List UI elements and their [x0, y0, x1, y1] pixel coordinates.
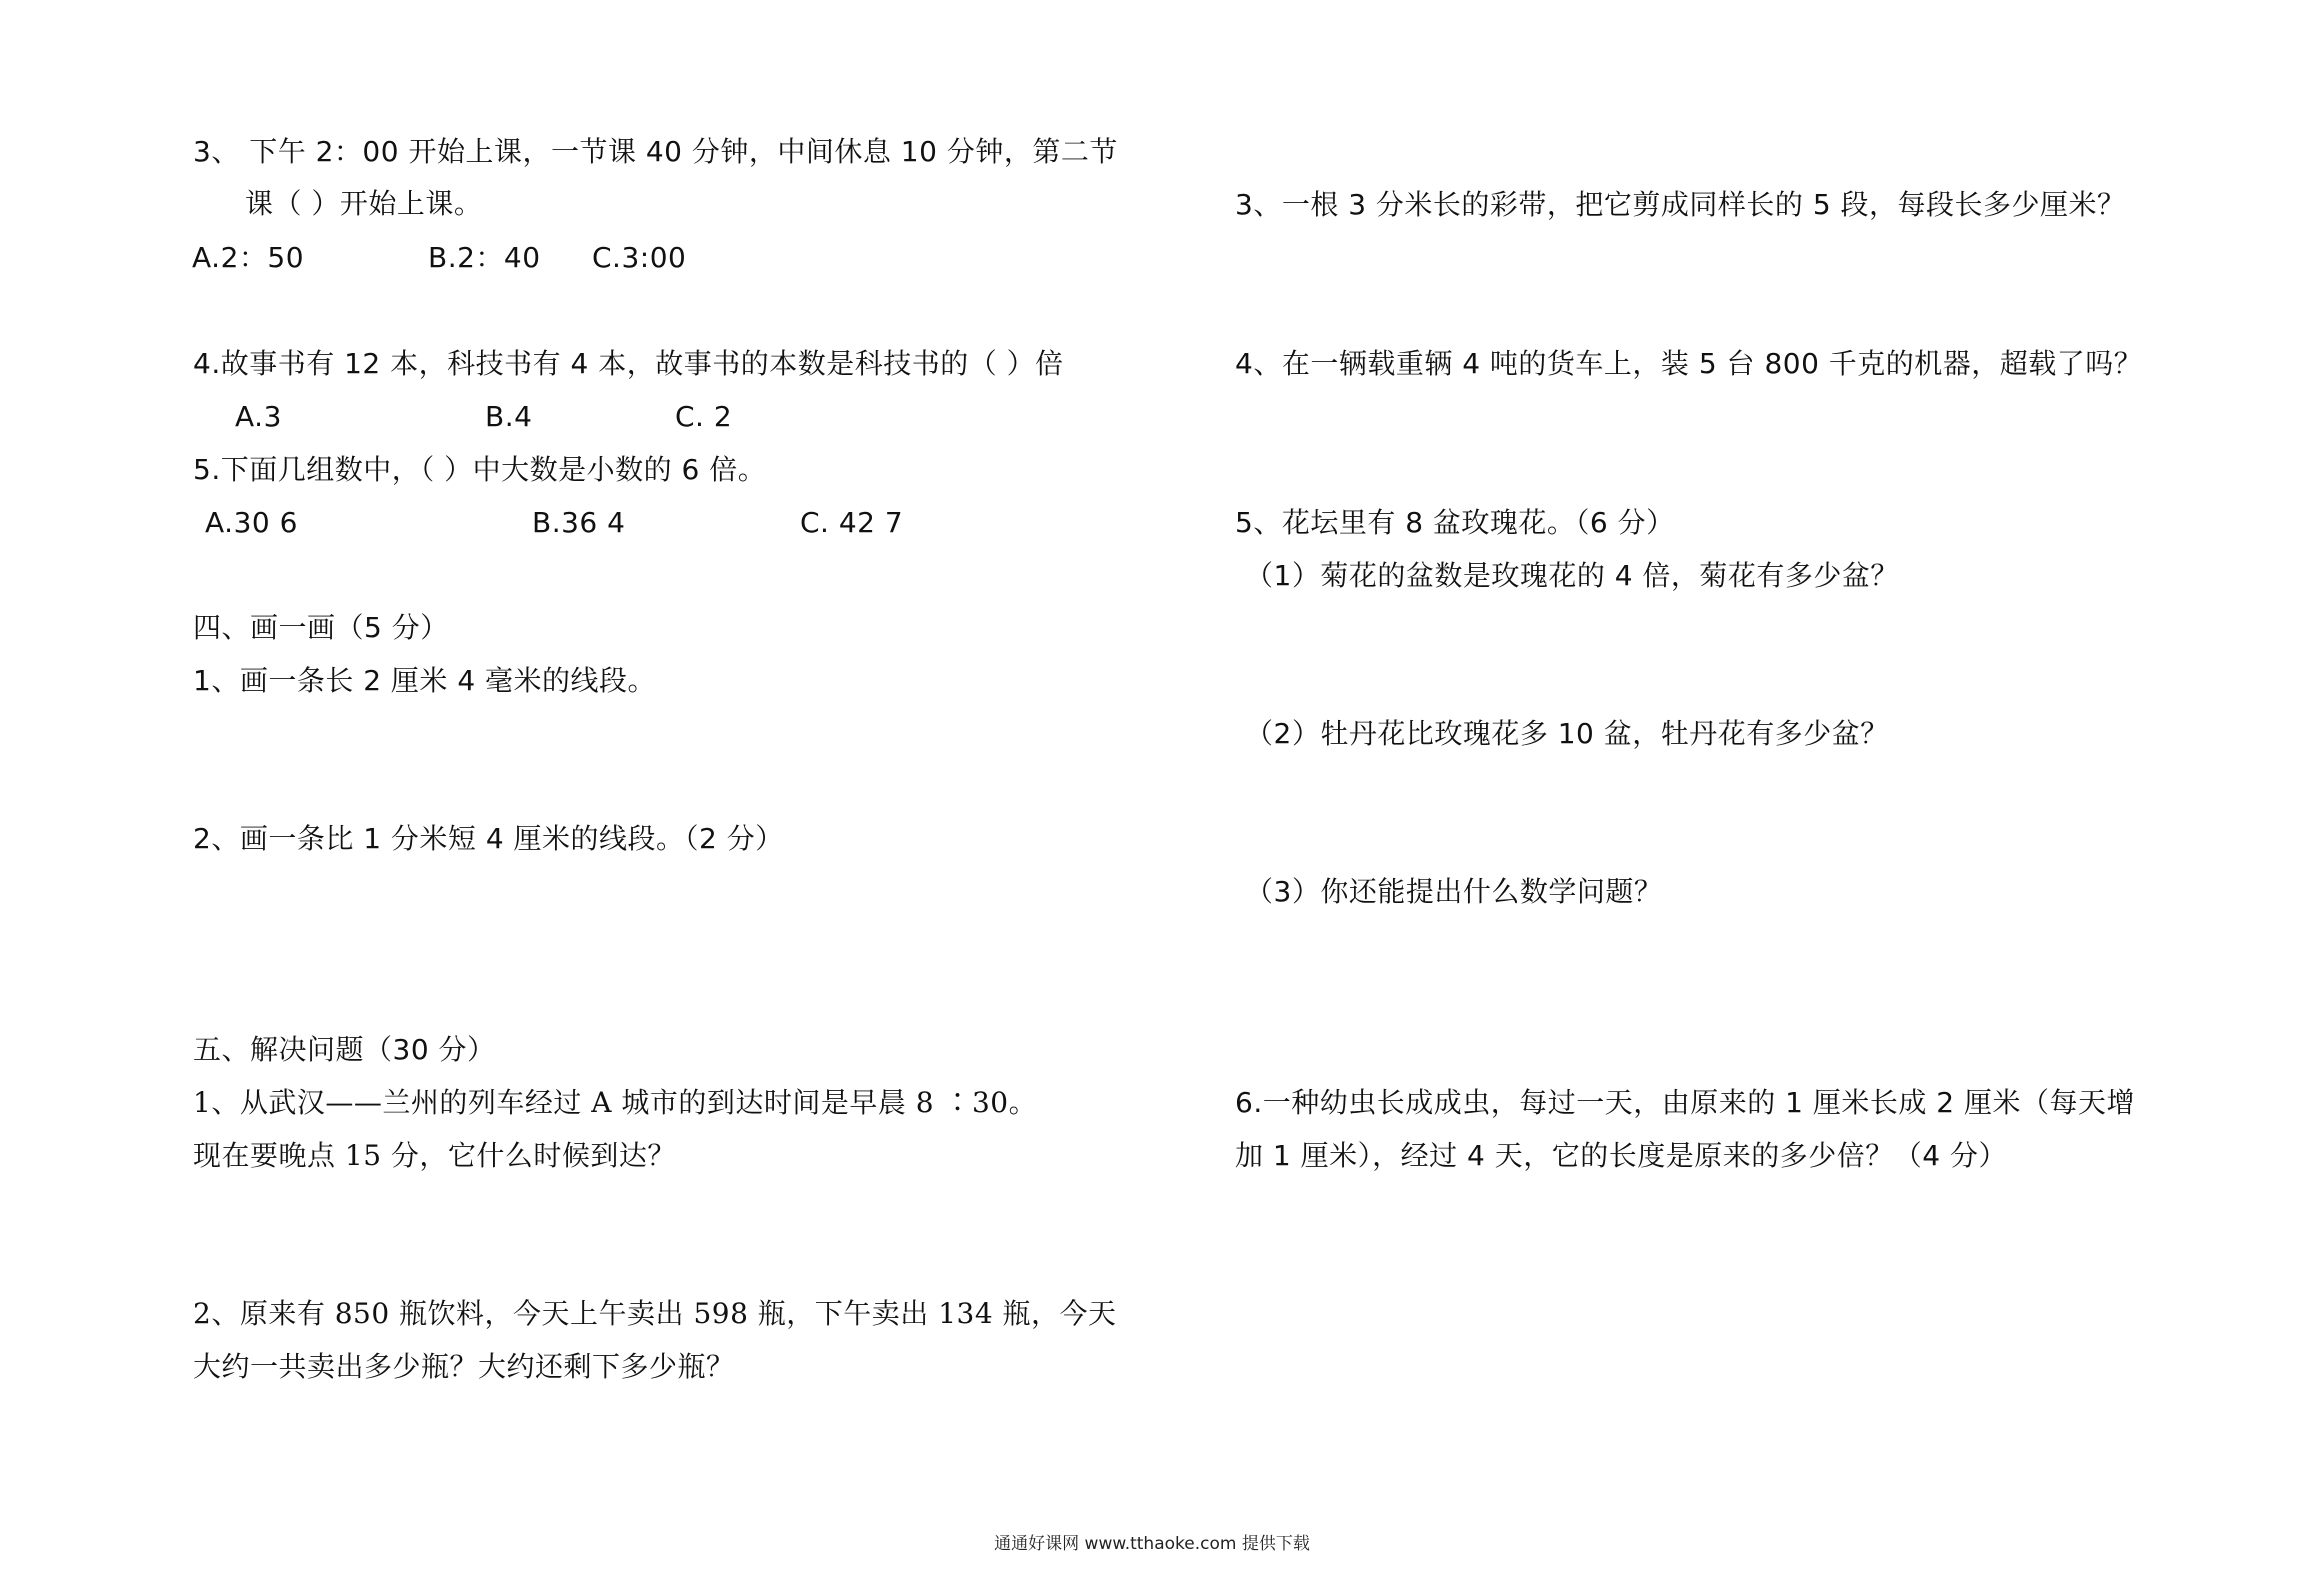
section5-p1-line2: 现在要晚点 15 分，它什么时候到达？	[193, 1139, 676, 1172]
right-p6-line2: 加 1 厘米），经过 4 天，它的长度是原来的多少倍？（4 分）	[1235, 1139, 2007, 1172]
q4-line1: 4.故事书有 12 本，科技书有 4 本，故事书的本数是科技书的（ ）倍	[193, 347, 1064, 380]
section5-p1-line1: 1、从武汉——兰州的列车经过 A 城市的到达时间是早晨 8 ∶30。	[193, 1086, 1038, 1119]
q3-line1: 3、 下午 2：00 开始上课，一节课 40 分钟，中间休息 10 分钟，第二节	[193, 135, 1118, 168]
section4-item1: 1、画一条长 2 厘米 4 毫米的线段。	[193, 664, 657, 697]
q4-option-b: B.4	[485, 400, 533, 433]
q5-option-b: B.36 4	[532, 506, 626, 539]
footer-credit: 通通好课网 www.tthaoke.com 提供下载	[994, 1534, 1310, 1554]
right-p6-line1: 6.一种幼虫长成成虫，每过一天，由原来的 1 厘米长成 2 厘米（每天增	[1235, 1086, 2135, 1119]
q5-line1: 5.下面几组数中，（ ）中大数是小数的 6 倍。	[193, 453, 767, 486]
right-p3: 3、一根 3 分米长的彩带，把它剪成同样长的 5 段，每段长多少厘米？	[1235, 188, 2126, 221]
section5-p2-line2: 大约一共卖出多少瓶？大约还剩下多少瓶？	[193, 1350, 735, 1383]
section4-title: 四、画一画（5 分）	[193, 611, 449, 644]
right-p5-sub1: （1）菊花的盆数是玫瑰花的 4 倍，菊花有多少盆？	[1245, 559, 1899, 592]
right-p5-sub3: （3）你还能提出什么数学问题？	[1245, 875, 1663, 908]
section4-item2: 2、画一条比 1 分米短 4 厘米的线段。（2 分）	[193, 822, 784, 855]
q3-line2: 课（ ）开始上课。	[245, 187, 483, 220]
q4-option-a: A.3	[235, 400, 282, 433]
right-p5-sub2: （2）牡丹花比玫瑰花多 10 盆，牡丹花有多少盆？	[1245, 717, 1889, 750]
q4-option-c: C. 2	[675, 400, 733, 433]
right-p5-title: 5、花坛里有 8 盆玫瑰花。（6 分）	[1235, 506, 1675, 539]
q5-option-c: C. 42 7	[800, 506, 904, 539]
q3-option-a: A.2：50	[192, 241, 305, 274]
right-p4: 4、在一辆载重辆 4 吨的货车上，装 5 台 800 千克的机器，超载了吗？	[1235, 347, 2143, 380]
section5-p2-line1: 2、原来有 850 瓶饮料，今天上午卖出 598 瓶，下午卖出 134 瓶，今天	[193, 1297, 1117, 1330]
q3-option-c: C.3:00	[592, 241, 687, 274]
q5-option-a: A.30 6	[205, 506, 298, 539]
q3-option-b: B.2：40	[428, 241, 541, 274]
section5-title: 五、解决问题（30 分）	[193, 1033, 496, 1066]
